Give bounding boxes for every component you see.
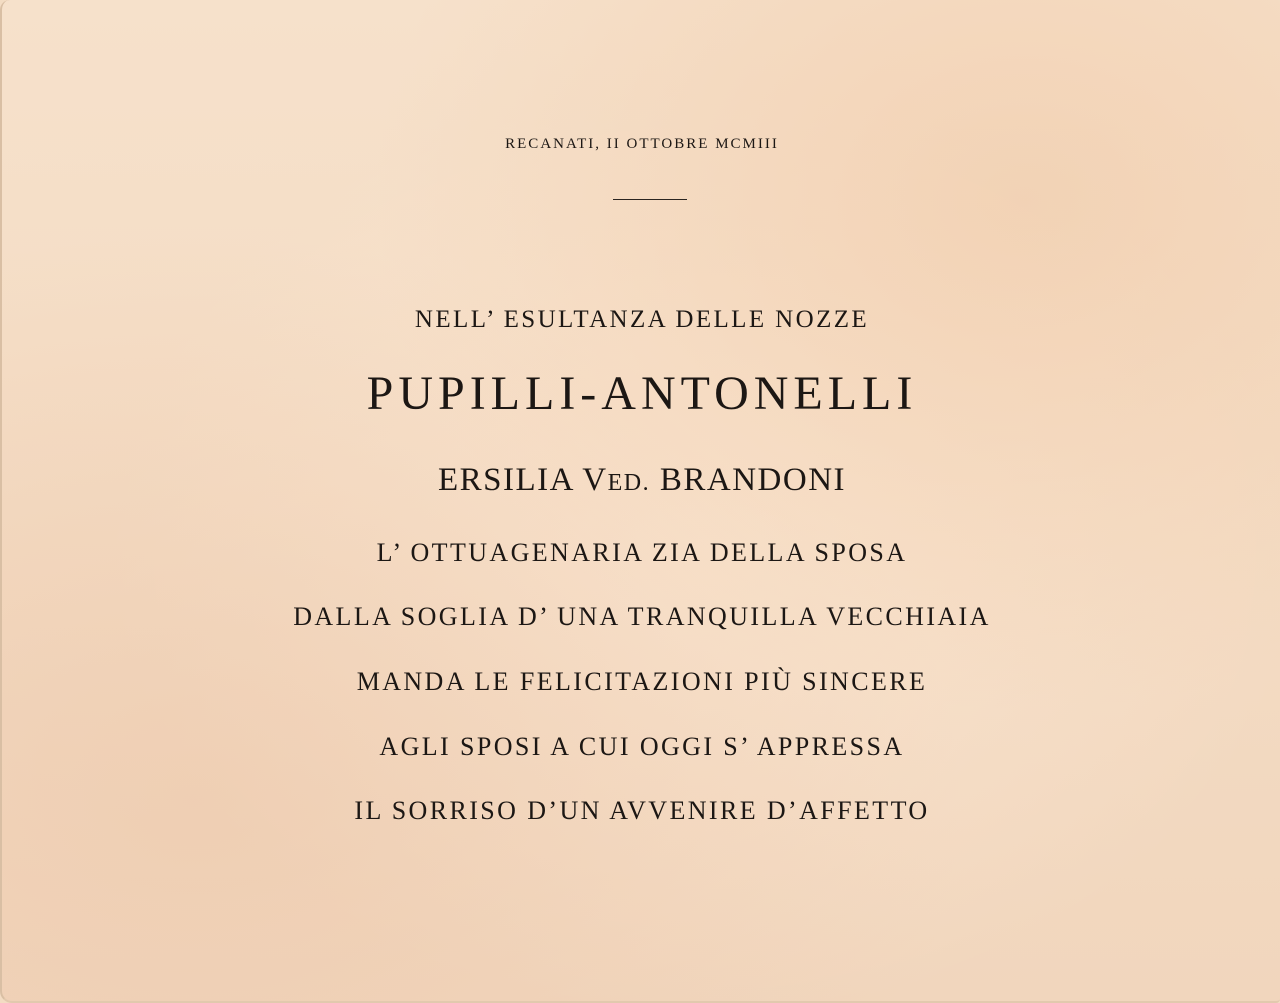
sender-surname: BRANDONI (659, 462, 847, 498)
verse-line-3: MANDA LE FELICITAZIONI PIÙ SINCERE (356, 667, 928, 696)
sender-first-name: ERSILIA (437, 462, 574, 498)
place-date: RECANATI, II OTTOBRE MCMIII (505, 136, 779, 152)
sender-name (2, 462, 1280, 499)
verse-line-1: L’ OTTUAGENARIA ZIA DELLA SPOSA (376, 538, 908, 567)
verse-line-2: DALLA SOGLIA D’ UNA TRANQUILLA VECCHIAIA (293, 602, 991, 631)
verse-line-5: IL SORRISO D’UN AVVENIRE D’AFFETTO (354, 796, 930, 825)
verse-line-4: AGLI SPOSI A CUI OGGI S’ APPRESSA (379, 732, 905, 761)
intro-line: NELL’ ESULTANZA DELLE NOZZE (414, 306, 870, 333)
sender-title-initial: V (582, 462, 608, 498)
couple-names: PUPILLI-ANTONELLI (366, 367, 918, 420)
sender-title-rest: ED. (607, 470, 651, 496)
divider-rule (613, 199, 687, 200)
